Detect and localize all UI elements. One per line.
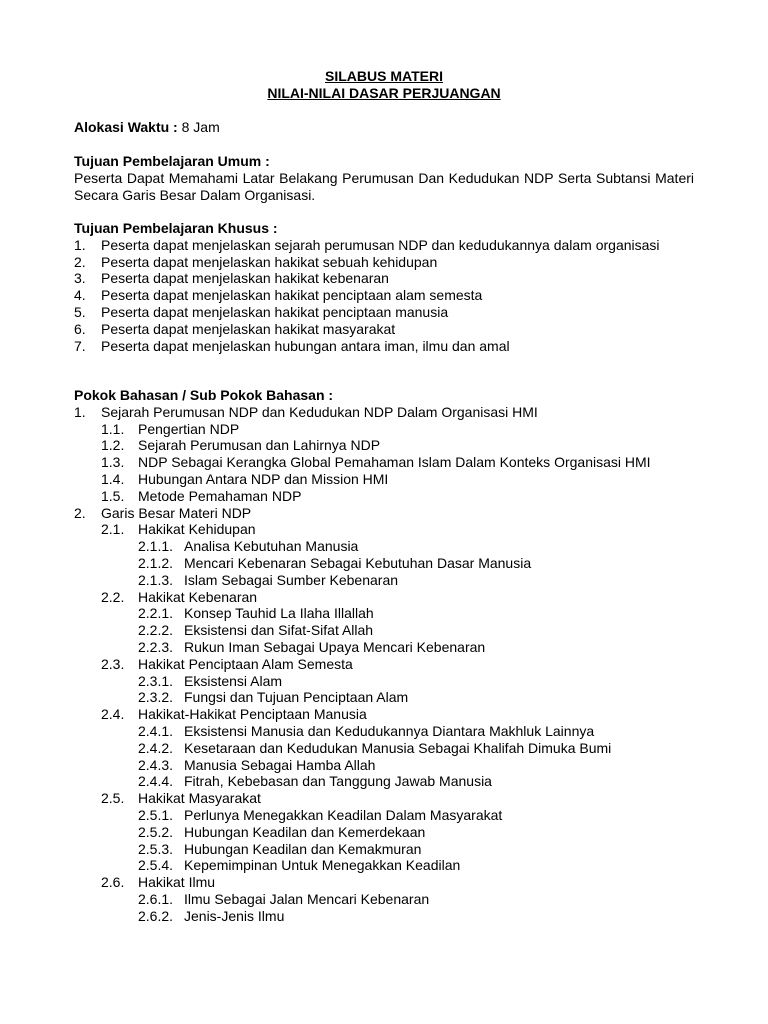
list-item-number: 5.	[74, 303, 86, 320]
list-item	[74, 555, 694, 572]
list-item-number: 2.	[74, 253, 86, 270]
tujuan-umum-section	[74, 153, 694, 203]
list-item-number: 2.2.2.	[138, 622, 174, 639]
list-item-number: 7.	[74, 337, 86, 354]
list-item-number: 2.6.2.	[138, 907, 174, 924]
list-item-text: Eksistensi Manusia dan Kedudukannya Diantara Makhluk Lainnya	[184, 722, 595, 739]
list-item	[74, 723, 694, 740]
list-item	[74, 304, 694, 321]
list-item-text: Peserta dapat menjelaskan hakikat penciptaan alam semesta	[101, 287, 483, 304]
tujuan-khusus-section	[74, 220, 694, 354]
list-item-text: Garis Besar Materi NDP	[101, 504, 252, 521]
list-item-number: 2.2.1.	[138, 605, 174, 622]
list-item	[74, 874, 694, 891]
list-item-number: 2.1.3.	[138, 571, 174, 588]
list-item-text: Manusia Sebagai Hamba Allah	[184, 756, 376, 773]
list-item	[74, 740, 694, 757]
alokasi-label: Alokasi Waktu :	[74, 119, 178, 135]
list-item	[74, 824, 694, 841]
list-item-number: 2.6.	[101, 874, 125, 891]
list-item-text: Peserta dapat menjelaskan hakikat sebuah kehidupan	[101, 253, 438, 270]
list-item	[74, 807, 694, 824]
list-item-number: 2.5.	[101, 790, 125, 807]
list-item-text: Sejarah Perumusan NDP dan Kedudukan NDP Dalam Organisasi HMI	[101, 403, 538, 420]
list-item-text: Peserta dapat menjelaskan hakikat masyarakat	[101, 320, 396, 337]
list-item	[74, 773, 694, 790]
list-item-number: 2.1.	[101, 521, 125, 538]
list-item-text: Islam Sebagai Sumber Kebenaran	[184, 571, 399, 588]
list-item-text: Ilmu Sebagai Jalan Mencari Kebenaran	[184, 890, 430, 907]
list-item-number: 2.3.	[101, 655, 125, 672]
list-item-text: NDP Sebagai Kerangka Global Pemahaman Islam Dalam Konteks Organisasi HMI	[138, 454, 651, 471]
list-item	[74, 673, 694, 690]
list-item-text: Metode Pemahaman NDP	[138, 487, 302, 504]
list-item-text: Rukun Iman Sebagai Upaya Mencari Kebenaran	[184, 638, 486, 655]
list-item-number: 1.	[74, 403, 86, 420]
list-item-text: Pengertian NDP	[138, 420, 240, 437]
pokok-bahasan-section	[74, 387, 694, 925]
list-item	[74, 338, 694, 355]
list-item	[74, 757, 694, 774]
list-item	[74, 841, 694, 858]
alokasi-value: 8 Jam	[181, 119, 220, 135]
list-item-number: 2.4.2.	[138, 739, 174, 756]
list-item	[74, 572, 694, 589]
list-item	[74, 471, 694, 488]
list-item-number: 1.1.	[101, 420, 125, 437]
list-item-number: 2.6.1.	[138, 890, 174, 907]
list-item-text: Hakikat Kebenaran	[138, 588, 258, 605]
list-item-text: Kesetaraan dan Kedudukan Manusia Sebagai Khalifah Dimuka Bumi	[184, 739, 612, 756]
list-item	[74, 639, 694, 656]
list-item	[74, 689, 694, 706]
pokok-bahasan-heading: Pokok Bahasan / Sub Pokok Bahasan :	[74, 387, 334, 403]
list-item-number: 2.2.3.	[138, 638, 174, 655]
list-item	[74, 454, 694, 471]
list-item-number: 2.3.2.	[138, 689, 174, 706]
list-item-text: Hubungan Antara NDP dan Mission HMI	[138, 470, 389, 487]
list-item	[74, 287, 694, 304]
list-item-text: Peserta dapat menjelaskan hakikat kebenaran	[101, 270, 389, 287]
list-item-number: 2.5.2.	[138, 823, 174, 840]
list-item-text: Sejarah Perumusan dan Lahirnya NDP	[138, 437, 381, 454]
list-item	[74, 421, 694, 438]
list-item	[74, 857, 694, 874]
tujuan-umum-heading: Tujuan Pembelajaran Umum :	[74, 153, 270, 169]
tujuan-khusus-heading: Tujuan Pembelajaran Khusus :	[74, 220, 278, 236]
list-item-number: 2.5.3.	[138, 840, 174, 857]
list-item-number: 4.	[74, 287, 86, 304]
list-item-number: 2.4.	[101, 706, 125, 723]
list-item-number: 2.1.1.	[138, 538, 174, 555]
list-item	[74, 321, 694, 338]
list-item-number: 6.	[74, 320, 86, 337]
list-item-text: Peserta dapat menjelaskan hubungan antara iman, ilmu dan amal	[101, 337, 510, 354]
list-item-text: Mencari Kebenaran Sebagai Kebutuhan Dasar Manusia	[184, 554, 532, 571]
list-item-number: 2.5.1.	[138, 806, 174, 823]
list-item	[74, 254, 694, 271]
document-title: SILABUS MATERI	[325, 68, 443, 84]
list-item-text: Hakikat Ilmu	[138, 874, 216, 891]
tujuan-umum-text: Peserta Dapat Memahami Latar Belakang Perumusan Dan Kedudukan NDP Serta Subtansi Materi Secara Garis Besar Dalam Organisasi.	[74, 169, 694, 203]
list-item-number: 2.	[74, 504, 86, 521]
alokasi-waktu	[74, 119, 694, 136]
list-item-text: Jenis-Jenis Ilmu	[184, 907, 285, 924]
list-item	[74, 237, 694, 254]
tujuan-khusus-list	[74, 237, 694, 355]
list-item-number: 2.1.2.	[138, 554, 174, 571]
list-item-number: 2.4.4.	[138, 773, 174, 790]
list-item-number: 1.4.	[101, 470, 125, 487]
list-item-text: Hakikat Kehidupan	[138, 521, 256, 538]
list-item	[74, 538, 694, 555]
list-item-text: Peserta dapat menjelaskan hakikat penciptaan manusia	[101, 303, 449, 320]
list-item	[74, 891, 694, 908]
list-item	[74, 656, 694, 673]
list-item-text: Eksistensi dan Sifat-Sifat Allah	[184, 622, 374, 639]
list-item	[74, 270, 694, 287]
list-item	[74, 589, 694, 606]
list-item-text: Hakikat Penciptaan Alam Semesta	[138, 655, 353, 672]
document-subtitle: NILAI-NILAI DASAR PERJUANGAN	[267, 85, 501, 101]
list-item-text: Analisa Kebutuhan Manusia	[184, 538, 359, 555]
list-item-text: Hakikat-Hakikat Penciptaan Manusia	[138, 706, 367, 723]
list-item	[74, 790, 694, 807]
list-item-number: 2.3.1.	[138, 672, 174, 689]
list-item	[74, 908, 694, 925]
list-item-number: 1.3.	[101, 454, 125, 471]
list-item-text: Fitrah, Kebebasan dan Tanggung Jawab Manusia	[184, 773, 492, 790]
list-item-number: 2.2.	[101, 588, 125, 605]
list-item-text: Peserta dapat menjelaskan sejarah perumusan NDP dan kedudukannya dalam organisasi	[101, 236, 660, 253]
list-item-text: Hakikat Masyarakat	[138, 790, 261, 807]
list-item	[74, 404, 694, 421]
list-item-number: 1.	[74, 236, 86, 253]
list-item-number: 2.5.4.	[138, 857, 174, 874]
list-item-text: Eksistensi Alam	[184, 672, 283, 689]
list-item	[74, 488, 694, 505]
list-item-number: 2.4.3.	[138, 756, 174, 773]
list-item-number: 1.2.	[101, 437, 125, 454]
list-item-number: 3.	[74, 270, 86, 287]
list-item	[74, 622, 694, 639]
list-item-number: 2.4.1.	[138, 722, 174, 739]
list-item-number: 1.5.	[101, 487, 125, 504]
list-item	[74, 706, 694, 723]
list-item-text: Kepemimpinan Untuk Menegakkan Keadilan	[184, 857, 461, 874]
list-item	[74, 437, 694, 454]
list-item-text: Fungsi dan Tujuan Penciptaan Alam	[184, 689, 409, 706]
list-item	[74, 605, 694, 622]
list-item-text: Konsep Tauhid La Ilaha Illallah	[184, 605, 374, 622]
list-item-text: Perlunya Menegakkan Keadilan Dalam Masyarakat	[184, 806, 503, 823]
list-item-text: Hubungan Keadilan dan Kemakmuran	[184, 840, 422, 857]
list-item	[74, 521, 694, 538]
list-item-text: Hubungan Keadilan dan Kemerdekaan	[184, 823, 426, 840]
pokok-bahasan-list	[74, 404, 694, 925]
list-item	[74, 505, 694, 522]
